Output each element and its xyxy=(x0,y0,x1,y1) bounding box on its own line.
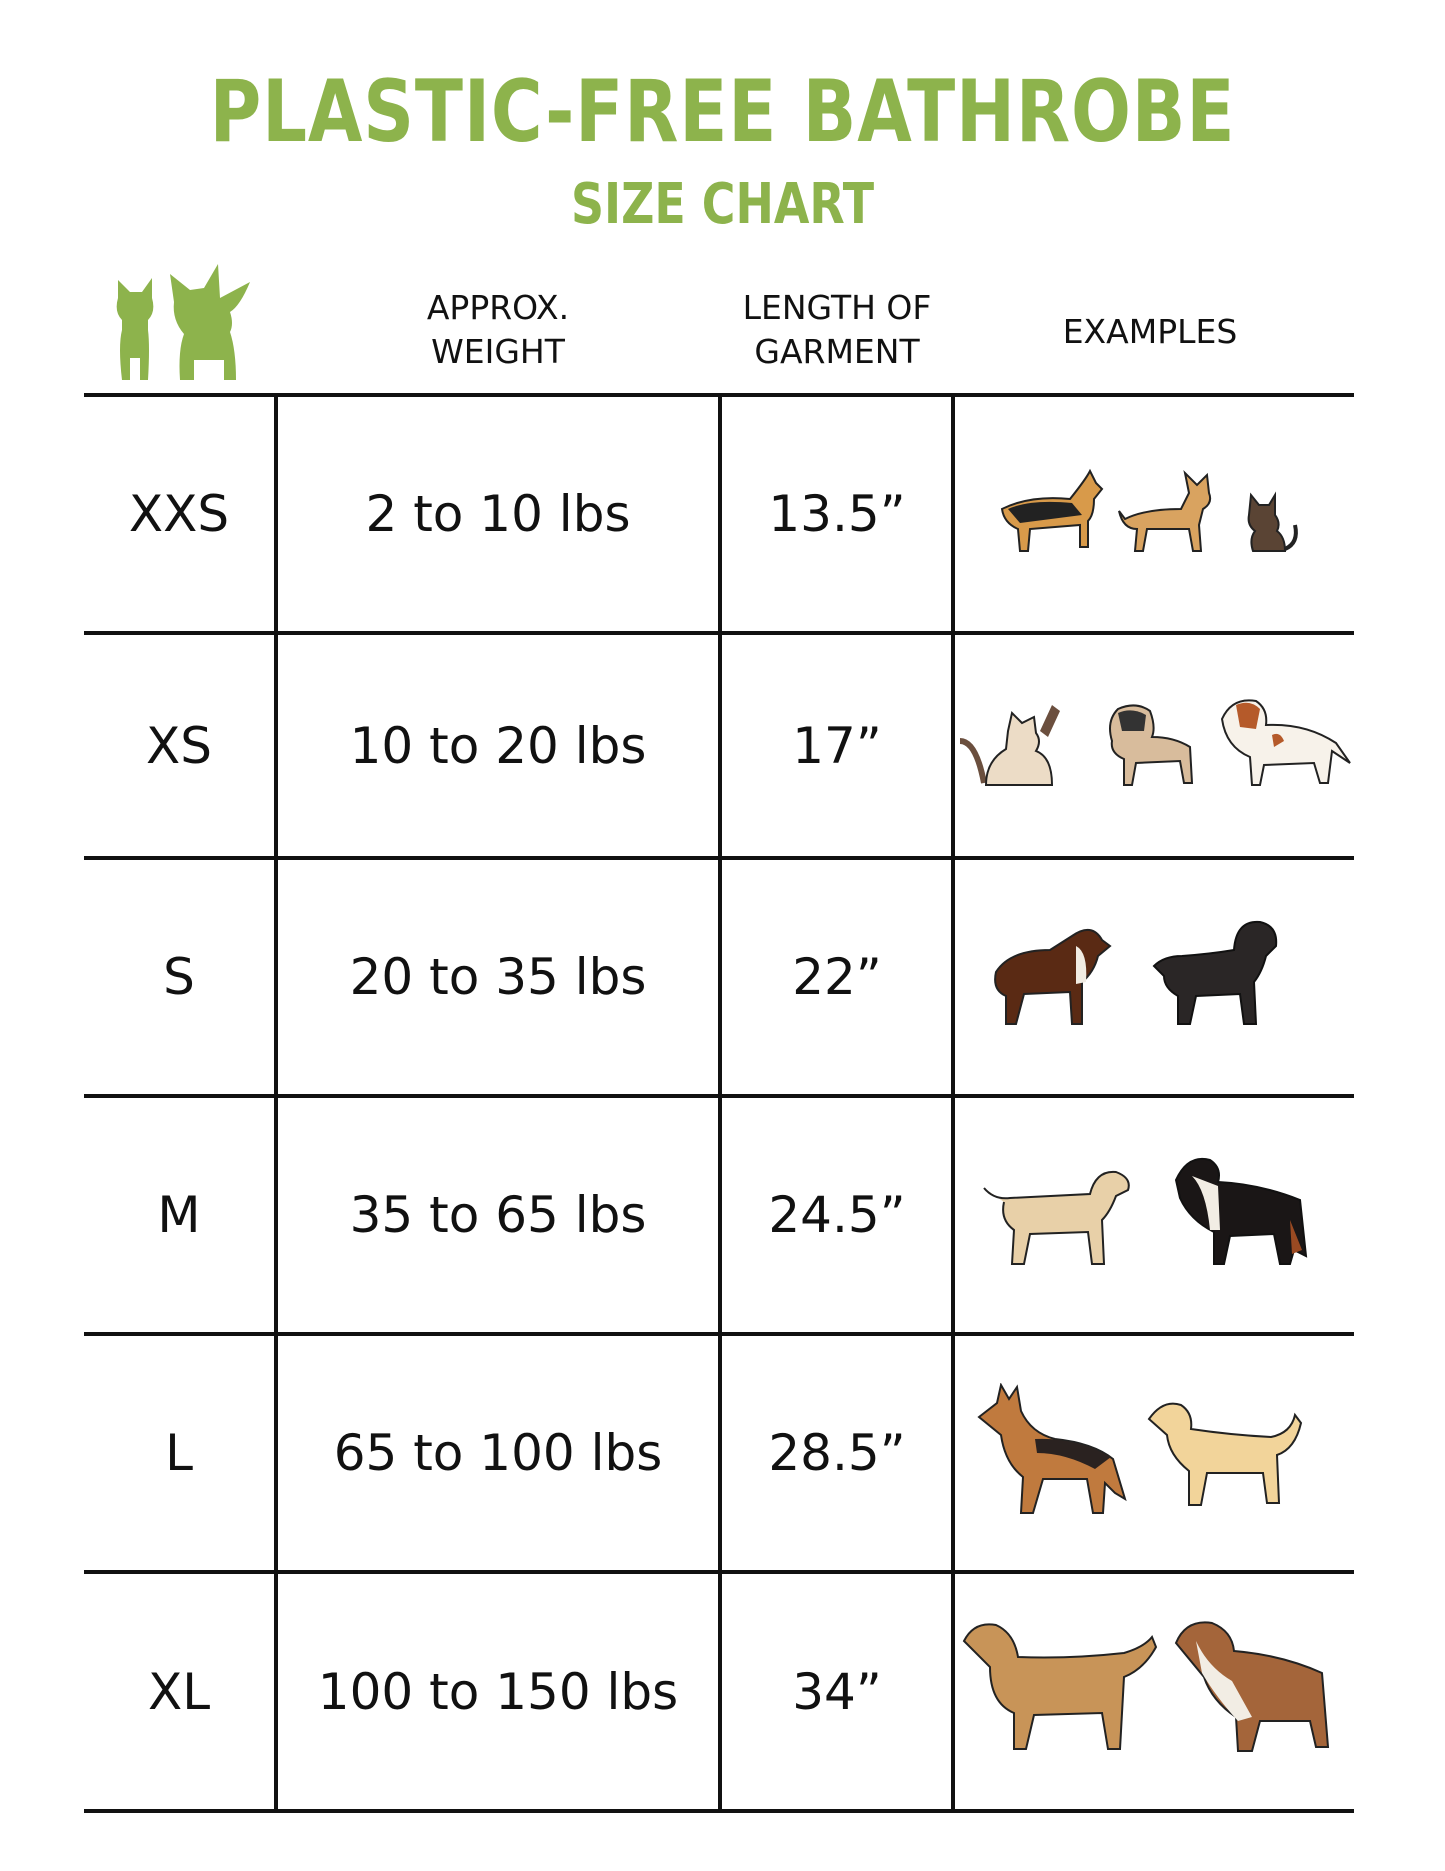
bernese-icon xyxy=(1176,1159,1306,1264)
page-subtitle: SIZE CHART xyxy=(570,172,875,237)
retriever-icon xyxy=(964,1624,1156,1749)
weight-cell: 2 to 10 lbs xyxy=(365,485,631,543)
weight-cell: 10 to 20 lbs xyxy=(349,716,647,775)
examples-cell xyxy=(956,1336,1354,1570)
page-title: PLASTIC-FREE BATHROBE xyxy=(209,62,1236,162)
size-cell: S xyxy=(163,948,195,1006)
weight-column-header xyxy=(380,286,616,374)
weight-cell: 20 to 35 lbs xyxy=(349,948,647,1006)
length-header-line2: GARMENT xyxy=(754,332,920,371)
saint-bernard-icon xyxy=(1176,1622,1328,1751)
weight-cell: 35 to 65 lbs xyxy=(349,1186,647,1244)
length-cell: 13.5” xyxy=(768,485,906,543)
german-shepherd-icon xyxy=(979,1385,1125,1513)
golden-retriever-icon xyxy=(1149,1404,1301,1505)
length-cell: 28.5” xyxy=(768,1424,906,1482)
examples-cell xyxy=(956,635,1354,856)
examples-column-header: EXAMPLES xyxy=(1062,312,1238,351)
cavalier-icon xyxy=(1222,700,1350,785)
yorkie-icon xyxy=(1002,471,1102,551)
length-column-header xyxy=(722,286,952,374)
length-cell: 34” xyxy=(792,1662,882,1721)
labrador-icon xyxy=(984,1172,1129,1264)
weight-header-line1: APPROX. xyxy=(426,288,570,327)
chihuahua-icon xyxy=(1119,473,1210,551)
size-cell: XS xyxy=(146,716,212,775)
size-cell: XXS xyxy=(128,485,230,543)
size-cell: L xyxy=(165,1424,193,1482)
length-cell: 24.5” xyxy=(768,1186,906,1244)
size-cell: XL xyxy=(147,1662,211,1721)
siamese-cat-icon xyxy=(960,705,1060,785)
examples-cell xyxy=(956,860,1354,1094)
pug-icon xyxy=(1110,705,1192,785)
weight-header-line2: WEIGHT xyxy=(431,332,565,371)
size-cell: M xyxy=(157,1186,201,1244)
cat-and-dog-icon xyxy=(112,262,252,382)
kitten-icon xyxy=(1249,495,1296,551)
poodle-icon xyxy=(1154,922,1276,1024)
length-cell: 17” xyxy=(792,716,882,775)
examples-cell xyxy=(956,1574,1354,1809)
examples-cell xyxy=(956,1098,1354,1332)
length-header-line1: LENGTH OF xyxy=(742,288,932,327)
australian-shepherd-icon xyxy=(995,930,1110,1024)
length-cell: 22” xyxy=(792,948,882,1006)
weight-cell: 100 to 150 lbs xyxy=(317,1662,679,1721)
weight-cell: 65 to 100 lbs xyxy=(333,1424,663,1482)
examples-cell xyxy=(956,397,1354,631)
